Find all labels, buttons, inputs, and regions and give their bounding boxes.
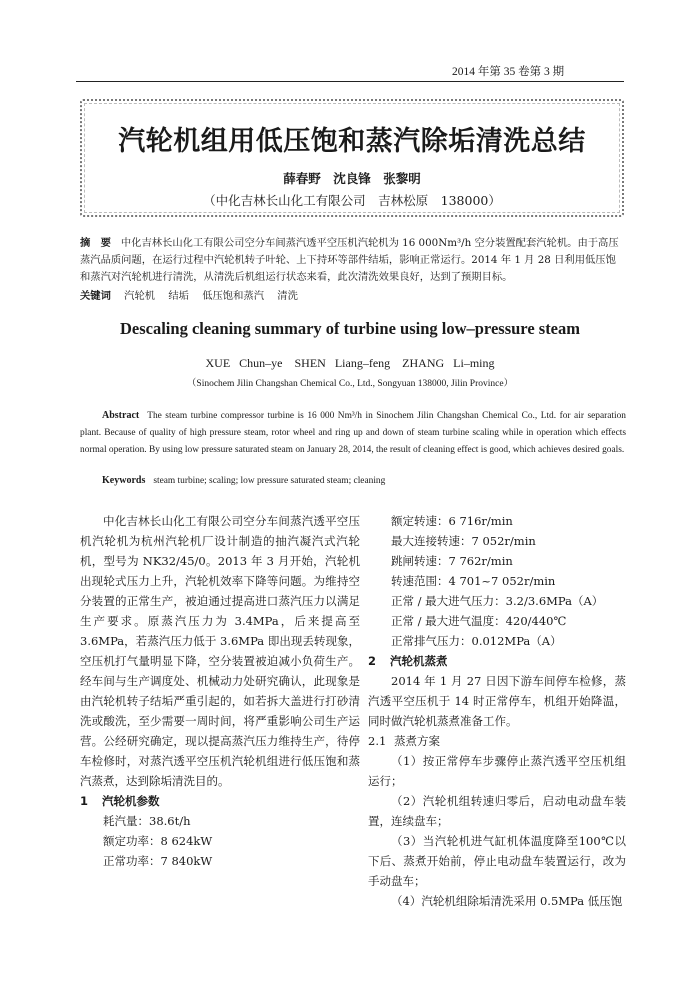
step-item: （4）汽轮机组除垢清洗采用 0.5MPa 低压饱 [391, 894, 623, 908]
header-rule [76, 81, 624, 82]
body-column-right [368, 511, 626, 911]
chinese-affiliation: （中化吉林长山化工有限公司 吉林松原 138000） [203, 193, 501, 208]
section-heading [368, 651, 626, 671]
param-item: 额定转速：6 716r/min [391, 514, 513, 528]
param-item: 正常 / 最大进气压力：3.2/3.6MPa（A） [391, 594, 604, 608]
keyword: 低压饱和蒸汽 [202, 290, 264, 302]
keyword: 汽轮机 [124, 290, 156, 302]
param-item: 最大连接转速：7 052r/min [391, 534, 536, 548]
subsection-number: 2.1 [368, 734, 387, 748]
section-number: 1 [80, 794, 89, 808]
step-item: （2）汽轮机组转速归零后，启动电动盘车装置，连续盘车； [368, 794, 626, 828]
chinese-authors: 薛春野 沈良锋 张黎明 [283, 171, 421, 186]
title-box [80, 99, 624, 217]
keyword: 清洗 [277, 290, 298, 302]
chinese-keywords-label: 关键词 [80, 290, 111, 302]
step-item: （3）当汽轮机进气缸机体温度降至100℃以下后、蒸煮开始前，停止电动盘车装置运行，改为手动盘车； [368, 834, 626, 888]
step-item: （1）按正常停车步骤停止蒸汽透平空压机组运行； [368, 754, 626, 788]
section-title: 汽轮机蒸煮 [390, 654, 448, 668]
param-item: 正常 / 最大进气温度：420/440℃ [391, 614, 567, 628]
english-affiliation: （Sinochem Jilin Changshan Chemical Co., Ltd., Songyuan 138000, Jilin Province） [186, 379, 514, 389]
section-number: 2 [368, 654, 377, 668]
english-title: Descaling cleaning summary of turbine using low–pressure steam [119, 319, 581, 338]
chinese-title: 汽轮机组用低压饱和蒸汽除垢清洗总结 [118, 126, 586, 157]
param-item: 跳闸转速：7 762r/min [391, 554, 513, 568]
intro-paragraph: 中化吉林长山化工有限公司空分车间蒸汽透平空压机汽轮机为杭州汽轮机厂设计制造的抽汽凝汽式汽轮机，型号为 NK32/45/0。2013 年 3 月开始，汽轮机出现轮式压力上升，汽轮机效率下降等问题。为维持空分装置的正常生产，被迫通过提高进口蒸汽压力以满足生产要求。原蒸汽压力为 3.4MPa，后来提高至 3.6MPa，若蒸汽压力低于 3.6MPa 即出现丢转现象，空压机打气量明显下降，空分装置被迫减小负荷生产。经车间与生产调度处、机械动力处研究确认，此现象是由汽轮机转子结垢严重引起的，如若拆大盖进行打砂清洗或酸洗，至少需要一周时间，将严重影响公司生产运营。公经研究确定，现以提高蒸汽压力维持生产，待停车检修时，对蒸汽透平空压机汽轮机组进行低压饱和蒸汽蒸煮，达到除垢清洗目的。 [80, 514, 360, 788]
section-title: 汽轮机参数 [102, 794, 160, 808]
section-heading [80, 791, 360, 811]
subsection-title: 蒸煮方案 [394, 734, 440, 748]
chinese-keywords [80, 287, 626, 302]
english-authors: XUE Chun–ye SHEN Liang–feng ZHANG Li–ming [205, 356, 495, 370]
param-item: 耗汽量：38.6t/h [103, 814, 191, 828]
param-item: 正常功率：7 840kW [103, 854, 213, 868]
english-keywords-label: Keywords [102, 475, 146, 486]
english-abstract [80, 407, 626, 459]
keyword: 结垢 [168, 290, 189, 302]
param-item: 额定功率：8 624kW [103, 834, 213, 848]
english-abstract-text: The steam turbine compressor turbine is 16 000 Nm³/h in Sinochem Jilin Changshan Chemical Co., Ltd. for air separation plant. Because of quality of high pressure steam, rotor wheel and ring up and down of steam turbine scaling while in operation which effects normal operation. By using low pressure saturated steam on January 28, 2014, the result of cleaning effect is good, which achieves desired goals. [80, 411, 626, 455]
chinese-abstract-text: 中化吉林长山化工有限公司空分车间蒸汽透平空压机汽轮机为 16 000Nm³/h 空分装置配套汽轮机。由于高压蒸汽品质问题，在运行过程中汽轮机转子叶轮、上下持环等部件结垢，影响正常运行。2014 年 1 月 28 日利用低压饱和蒸汽对汽轮机进行清洗，从清洗后机组运行状态来看，此次清洗效果良好，达到了预期目标。 [80, 237, 619, 283]
journal-issue-header: 2014 年第 35 卷第 3 期 [452, 66, 565, 78]
chinese-abstract [80, 235, 626, 286]
param-item: 转速范围：4 701~7 052r/min [391, 574, 556, 588]
chinese-abstract-label: 摘 要 [80, 237, 111, 249]
body-column-left [80, 511, 360, 871]
param-item: 正常排气压力：0.012MPa（A） [391, 634, 562, 648]
english-keywords [102, 475, 385, 486]
english-keywords-text: steam turbine; scaling; low pressure saturated steam; cleaning [153, 476, 386, 486]
english-abstract-label: Abstract [102, 410, 140, 421]
section2-paragraph: 2014 年 1 月 27 日因下游车间停车检修，蒸汽透平空压机于 14 时正常停车，机组开始降温，同时做汽轮机蒸煮准备工作。 [368, 674, 626, 728]
subsection-heading [368, 731, 626, 751]
